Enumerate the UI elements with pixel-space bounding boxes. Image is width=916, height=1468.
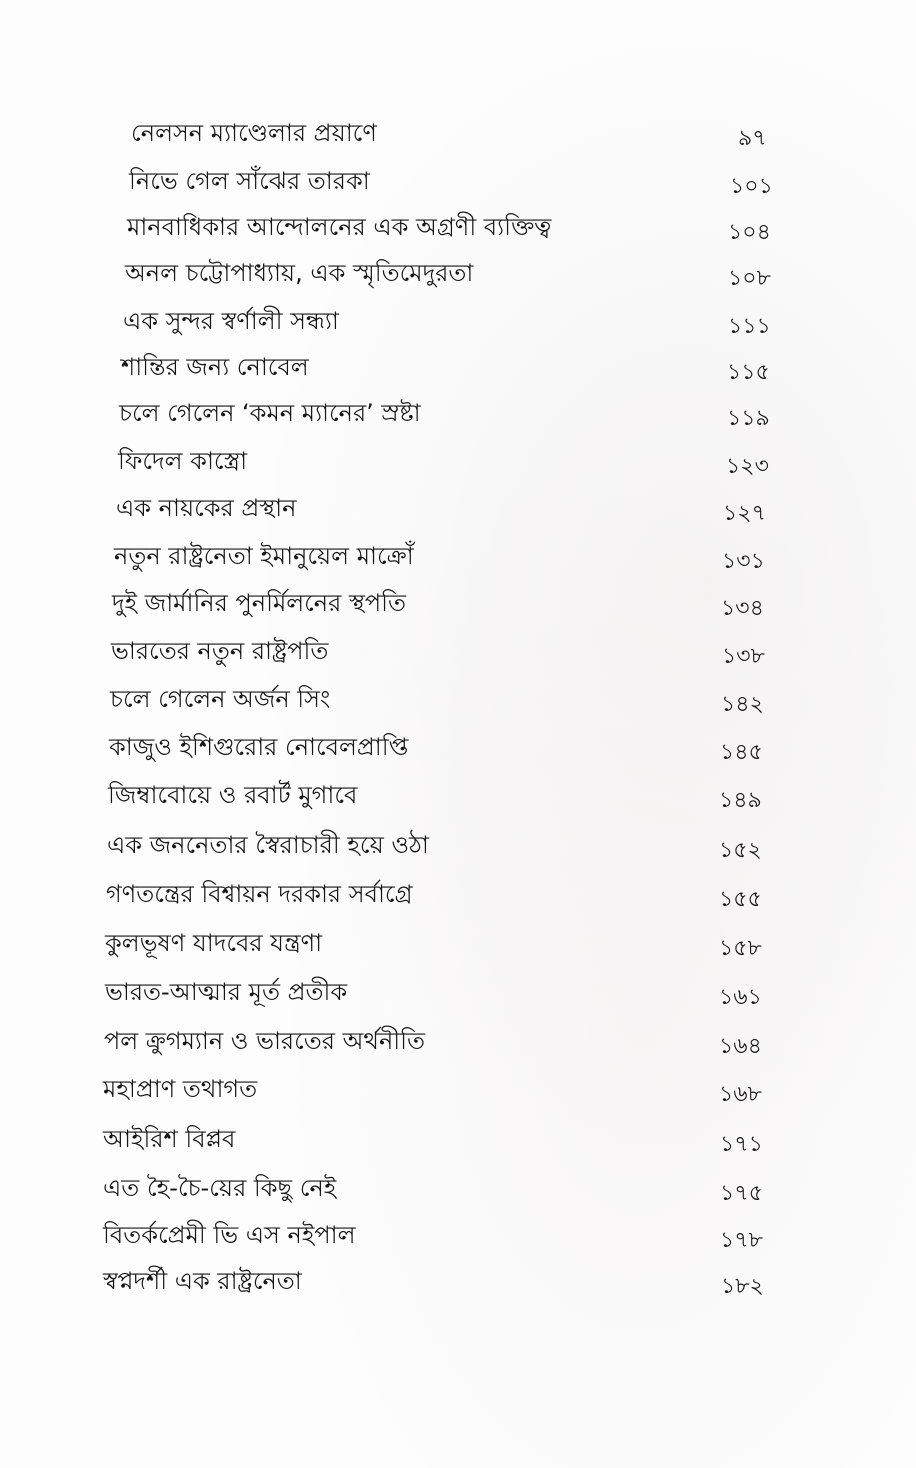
toc-entry-page: ১৪২ [721, 692, 764, 717]
toc-entry-page: ১০৪ [728, 220, 771, 245]
toc-entry-title: এক সুন্দর স্বর্ণালী সন্ধ্যা [123, 307, 339, 335]
toc-entry [0, 636, 916, 676]
toc-entry-title: চলে গেলেন অর্জন সিং [110, 685, 331, 713]
toc-entry-title: নতুন রাষ্ট্রনেতা ইমানুয়েল মাক্রোঁ [114, 542, 414, 570]
toc-entry-page: ১২৭ [723, 501, 766, 526]
toc-entry-title: এত হৈ-চৈ-য়ের কিছু নেই [103, 1174, 337, 1202]
toc-entry-page: ১৭৫ [720, 1181, 763, 1206]
toc-entry-title: দুই জার্মানির পুনর্মিলনের স্থপতি [112, 589, 407, 617]
toc-entry-page: ১৩৮ [722, 644, 765, 669]
toc-entry-page: ১৫৮ [719, 936, 762, 961]
toc-entry-title: পল ক্রুগম্যান ও ভারতের অর্থনীতি [104, 1027, 426, 1055]
toc-entry [0, 928, 916, 968]
toc-entry-title: স্বপ্নদর্শী এক রাষ্ট্রনেতা [103, 1267, 302, 1295]
toc-entry [0, 1074, 916, 1114]
toc-entry-title: এক জননেতার স্বৈরাচারী হয়ে ওঠা [107, 831, 429, 859]
toc-entry-page: ১২৩ [726, 454, 769, 479]
toc-entry-page: ১৭১ [720, 1132, 763, 1157]
toc-entry-title: কুলভূষণ যাদবের যন্ত্রণা [105, 929, 323, 957]
toc-entry-page: ১৮২ [721, 1274, 764, 1299]
toc-entry [0, 398, 916, 438]
toc-entry [0, 541, 916, 581]
toc-entry-title: কাজুও ইশিগুরোর নোবেলপ্রাপ্তি [109, 733, 409, 761]
toc-entry [0, 1124, 916, 1164]
toc-entry [0, 1220, 916, 1260]
toc-entry [0, 306, 916, 346]
toc-entry [0, 118, 916, 158]
toc-entry-page: ১৬১ [719, 985, 762, 1010]
toc-entry-title: নিভে গেল সাঁঝের তারকা [129, 167, 370, 195]
toc-entry-title: গণতন্ত্রের বিশ্বায়ন দরকার সর্বাগ্রে [106, 880, 413, 908]
toc-entry [0, 977, 916, 1017]
toc-entry-page: ১৫৫ [719, 887, 762, 912]
toc-entry [0, 166, 916, 206]
toc-entry-page: ১৬৮ [719, 1082, 762, 1107]
toc-entry-page: ১০৮ [728, 266, 771, 291]
toc-entry [0, 352, 916, 392]
toc-entry [0, 879, 916, 919]
toc-entry-title: শান্তির জন্য নোবেল [121, 353, 309, 381]
toc-entry [0, 493, 916, 533]
toc-entry [0, 1026, 916, 1066]
toc-entry-page: ১১১ [728, 314, 771, 339]
toc-entry-title: আইরিশ বিপ্লব [103, 1125, 236, 1153]
toc-entry-title: নেলসন ম্যাণ্ডেলার প্রয়াণে [131, 119, 377, 147]
toc-entry-title: বিতর্কপ্রেমী ভি এস নইপাল [103, 1221, 356, 1249]
toc-entry [0, 830, 916, 870]
toc-entry-page: ১১৫ [727, 360, 770, 385]
toc-entry-title: চলে গেলেন ‘কমন ম্যানের’ স্রষ্টা [119, 399, 421, 427]
toc-entry-title: ফিদেল কাস্ত্রো [118, 447, 248, 475]
toc-entry-page: ১৪৯ [719, 788, 762, 813]
toc-entry-title: জিম্বাবোয়ে ও রবার্ট মুগাবে [108, 781, 358, 809]
toc-entry-title: মহাপ্রাণ তথাগত [103, 1075, 258, 1103]
toc-entry-title: মানবাধিকার আন্দোলনের এক অগ্রণী ব্যক্তিত্ব [127, 213, 552, 241]
toc-entry [0, 258, 916, 298]
toc-entry-page: ১০১ [730, 174, 773, 199]
toc-entry-page: ১৩৪ [721, 596, 764, 621]
toc-entry [0, 588, 916, 628]
toc-entry-title: অনল চট্টোপাধ্যায়, এক স্মৃতিমেদুরতা [125, 259, 474, 287]
toc-entry-page: ১৫২ [719, 838, 762, 863]
toc-entry-page: ১৩১ [722, 549, 765, 574]
toc-entry-page: ১৪৫ [720, 740, 763, 765]
toc-entry [0, 732, 916, 772]
toc-entry [0, 1266, 916, 1306]
toc-entry [0, 446, 916, 486]
toc-entry [0, 684, 916, 724]
toc-entry-page: ৯৭ [738, 126, 767, 151]
toc-entry-page: ১১৯ [727, 406, 770, 431]
toc-entry-page: ১৭৮ [720, 1228, 763, 1253]
toc-entry-title: এক নায়কের প্রস্থান [116, 494, 297, 522]
toc-entry-page: ১৬৪ [719, 1034, 762, 1059]
toc-entry-title: ভারতের নতুন রাষ্ট্রপতি [111, 637, 329, 665]
toc-entry [0, 780, 916, 820]
toc-entry [0, 1173, 916, 1213]
toc-entry [0, 212, 916, 252]
toc-entry-title: ভারত-আত্মার মূর্ত প্রতীক [105, 978, 348, 1006]
